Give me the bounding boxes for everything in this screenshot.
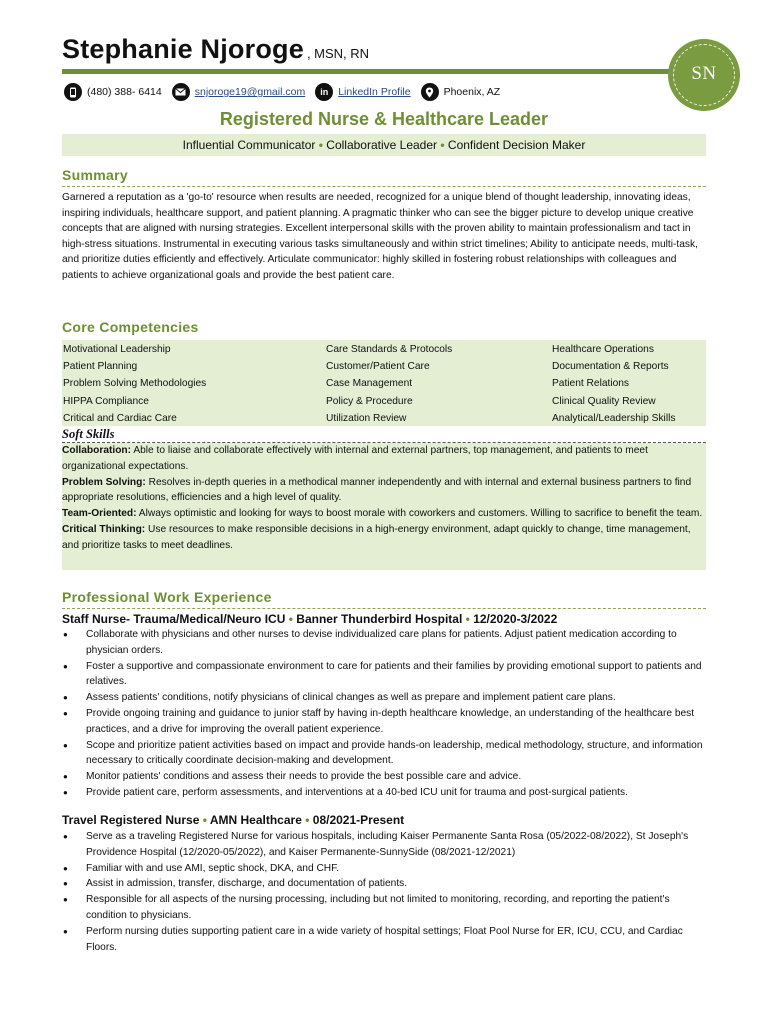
job-separator: • [288, 612, 293, 626]
competency-item: Care Standards & Protocols [326, 344, 453, 355]
job-employer: AMN Healthcare [209, 813, 302, 827]
job-1-bullets [62, 627, 706, 801]
candidate-name: Stephanie Njoroge [62, 34, 304, 64]
competencies-heading: Core Competencies [62, 319, 199, 335]
soft-skill-text: Use resources to make responsible decisions in a high-energy environment, adapt quickly to change, time management, and prioritize tasks to meet deadlines. [62, 523, 691, 551]
list-item: ● Monitor patients' conditions and assess their needs to provide the best possible care and advice. [62, 769, 706, 785]
list-item: ● Provide ongoing training and guidance to junior staff by having in-depth healthcare knowledge, an understanding of the healthcare best practices, and a drive for improving the overall patient experience. [62, 706, 706, 738]
competency-item: Utilization Review [326, 412, 407, 424]
experience-rule [62, 608, 706, 609]
competency-item: Analytical/Leadership Skills [552, 412, 676, 424]
competency-item: Motivational Leadership [63, 344, 171, 355]
job-2-bullets [62, 829, 706, 955]
candidate-credentials: , MSN, RN [306, 46, 370, 61]
soft-skill-text: Always optimistic and looking for ways to boost morale with coworkers and customers. Willing to sacrifice to benefit the team. [136, 508, 703, 520]
competencies-column-2 [326, 341, 452, 427]
name-row [62, 34, 369, 65]
tagline-1: Influential Communicator [182, 138, 316, 152]
competencies-column-1 [63, 341, 206, 427]
summary-heading: Summary [62, 167, 128, 183]
soft-skill-item [62, 443, 706, 475]
job-separator: • [305, 813, 310, 827]
job-role: Staff Nurse- Trauma/Medical/Neuro ICU [62, 612, 286, 626]
job-dates: 12/2020-3/2022 [473, 612, 558, 626]
list-item: ● Scope and prioritize patient activities based on impact and provide hands-on leadership, medical methodology, structure, and information necessary to critically coordinate decision-making and development. [62, 738, 706, 770]
competency-item: Policy & Procedure [326, 395, 413, 407]
list-item: ● Foster a supportive and compassionate environment to care for patients and their families by providing emotional support to patients and relatives. [62, 659, 706, 691]
linkedin-link[interactable]: LinkedIn Profile [338, 86, 411, 98]
job-title-2 [62, 813, 404, 827]
soft-skill-text: Resolves in-depth queries in a methodical manner independently and with internal and external business partners to find appropriate resolutions, efficiencies and a high level of quality. [62, 476, 692, 504]
competency-item: HIPPA Compliance [63, 395, 149, 407]
job-dates: 08/2021-Present [312, 813, 405, 827]
summary-text: Garnered a reputation as a 'go-to' resource when results are needed, recognized for a unique blend of thought leadership, innovating ideas, inspiring individuals, healthcare support, and patient planning. A pragmatic thinker who can see the bigger picture to develop unique creative concepts that are aligned with nursing strategies. Excellent interpersonal skills with the proven ability to maintain professionalism and tact in high-stress situations. Instrumental in executing various tasks simultaneously and within strict timelines; Ability to anticipate needs, multi-task, and prioritize duties efficiently and effectively. Articulate communicator: highly skilled in fostering robust relationships with colleagues and patients to achieve organizational goals and provide the best patient care. [62, 192, 698, 281]
competency-item: Case Management [326, 378, 413, 390]
competency-item: Customer/Patient Care [326, 361, 430, 373]
phone-icon [64, 83, 82, 101]
linkedin-icon: in [315, 83, 333, 101]
competency-item: Healthcare Operations [552, 344, 654, 355]
list-item: ● Assess patients' conditions, notify physicians of clinical changes as well as prepare and implement patient care plans. [62, 690, 706, 706]
job-employer: Banner Thunderbird Hospital [296, 612, 463, 626]
headline: Registered Nurse & Healthcare Leader [219, 109, 549, 129]
tagline-bar [62, 134, 706, 156]
soft-skill-label: Problem Solving: [62, 476, 146, 488]
soft-skill-item [62, 522, 706, 554]
location-text: Phoenix, AZ [443, 86, 501, 98]
competency-item: Clinical Quality Review [552, 395, 656, 407]
list-item: ● Assist in admission, transfer, discharge, and documentation of patients. [62, 876, 706, 892]
header-rule [62, 69, 680, 74]
competency-item: Problem Solving Methodologies [63, 378, 207, 390]
job-separator: • [202, 813, 207, 827]
tagline-2: Collaborative Leader [326, 138, 438, 152]
phone-number: (480) 388- 6414 [87, 86, 162, 98]
envelope-icon [172, 83, 190, 101]
list-item: ● Perform nursing duties supporting patient care in a wide variety of hospital settings; Float Pool Nurse for ER, ICU, CCU, and Cardiac Floors. [62, 924, 706, 956]
competency-item: Patient Planning [63, 361, 138, 373]
email-link[interactable]: snjoroge19@gmail.com [194, 86, 306, 98]
map-pin-icon [421, 83, 439, 101]
summary-rule [62, 186, 706, 187]
list-item: ● Responsible for all aspects of the nursing processing, including but not limited to monitoring, recording, and reporting the patient's condition to physicians. [62, 892, 706, 924]
soft-skill-label: Critical Thinking: [62, 523, 146, 535]
tagline-3: Confident Decision Maker [447, 138, 586, 152]
contact-row [64, 83, 500, 101]
list-item: ● Collaborate with physicians and other nurses to devise individualized care plans for patients. Adjust patient medication according to physician orders. [62, 627, 706, 659]
competency-item: Patient Relations [552, 378, 630, 390]
soft-skill-item [62, 506, 706, 522]
monogram-text: SN [691, 63, 717, 84]
list-item: ● Familiar with and use AMI, septic shock, DKA, and CHF. [62, 861, 706, 877]
job-title-1 [62, 612, 557, 626]
job-role: Travel Registered Nurse [62, 813, 200, 827]
competencies-column-3 [552, 341, 675, 427]
experience-heading: Professional Work Experience [62, 589, 272, 605]
monogram-badge [668, 39, 740, 111]
soft-skill-label: Team-Oriented: [62, 508, 137, 520]
soft-skill-label: Collaboration: [62, 445, 132, 456]
list-item: ● Serve as a traveling Registered Nurse for various hospitals, including Kaiser Permanente Santa Rosa (05/2022-08/2022), St Joseph's Providence Hospital (12/2020-05/2022), and Kaiser Permanente-SunnySide (08/2021-12/2021) [62, 829, 706, 861]
list-item: ● Provide patient care, perform assessments, and interventions at a 40-bed ICU unit for trauma and post-surgical patients. [62, 785, 706, 801]
competency-item: Critical and Cardiac Care [63, 412, 177, 424]
competency-item: Documentation & Reports [552, 361, 669, 373]
soft-skill-item [62, 475, 706, 507]
tag-separator: • [440, 138, 445, 152]
soft-skills-heading: Soft Skills [62, 427, 115, 441]
soft-skills-list [62, 443, 706, 554]
tag-separator: • [318, 138, 323, 152]
job-separator: • [465, 612, 470, 626]
soft-skill-text: Able to liaise and collaborate effectively with internal and external partners, top management, and patients to meet organizational expectations. [62, 445, 648, 472]
